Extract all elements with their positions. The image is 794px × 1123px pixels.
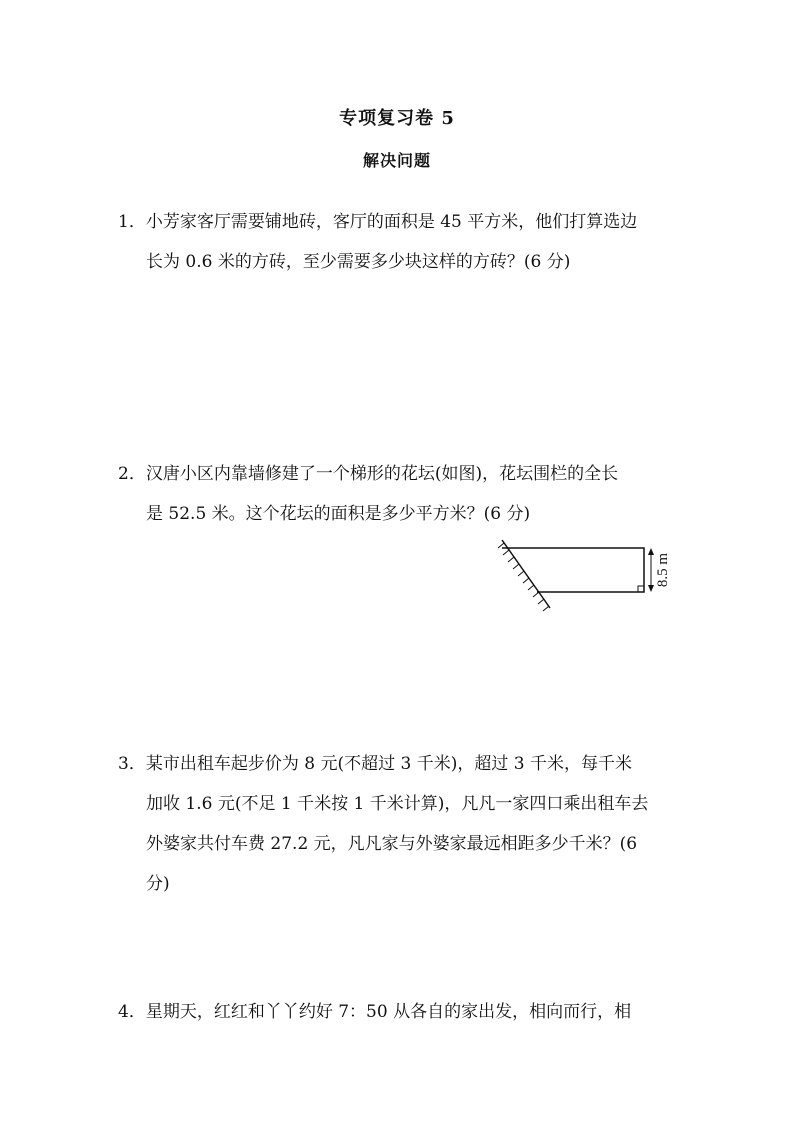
question-2-line-2: 是 52.5 米。这个花坛的面积是多少平方米？(6 分)	[146, 504, 531, 524]
trapezoid-flowerbed-figure	[494, 536, 674, 616]
page-title: 专项复习卷 5	[339, 108, 455, 129]
question-3-line-1: 3．某市出租车起步价为 8 元(不超过 3 千米)，超过 3 千米，每千米	[118, 754, 632, 774]
question-1-line-1: 1．小芳家客厅需要铺地砖，客厅的面积是 45 平方米，他们打算选边	[118, 212, 638, 232]
page-subtitle: 解决问题	[362, 151, 431, 170]
height-label: 8.5 m	[655, 552, 671, 588]
question-4-line-1: 4．星期天，红红和丫丫约好 7：50 从各自的家出发，相向而行，相	[118, 1002, 632, 1022]
right-angle-mark	[638, 586, 644, 592]
wall-hatching	[498, 543, 549, 611]
question-1	[118, 202, 678, 282]
question-3-line-2: 加收 1.6 元(不足 1 千米按 1 千米计算)，凡凡一家四口乘出租车去	[146, 794, 649, 814]
wall-line	[502, 540, 550, 608]
question-2-line-1: 2．汉唐小区内靠墙修建了一个梯形的花坛(如图)，花坛围栏的全长	[118, 464, 619, 484]
arrow-down-icon	[648, 585, 654, 592]
question-1-line-2: 长为 0.6 米的方砖，至少需要多少块这样的方砖？(6 分)	[146, 252, 571, 272]
question-3-line-3: 外婆家共付车费 27.2 元，凡凡家与外婆家最远相距多少千米？(6	[146, 834, 638, 854]
question-4	[118, 992, 678, 1032]
question-3	[118, 744, 678, 904]
arrow-up-icon	[648, 548, 654, 555]
question-2	[118, 454, 678, 534]
question-3-line-4: 分)	[146, 874, 170, 894]
